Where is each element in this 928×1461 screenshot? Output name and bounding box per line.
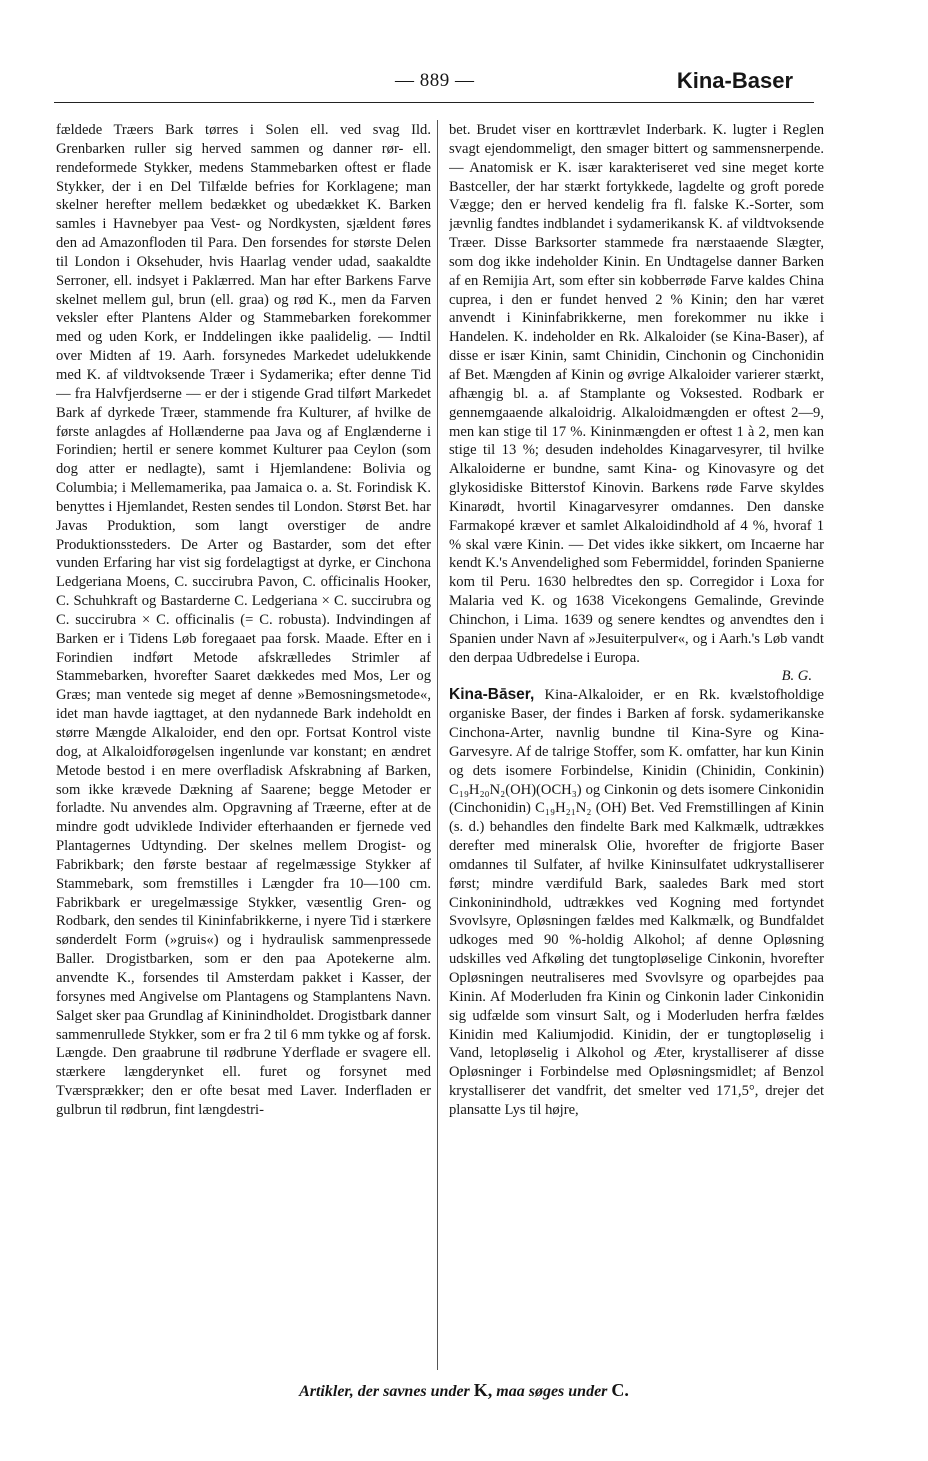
footer-text-before: Artikler, der savnes under — [299, 1383, 470, 1400]
page-header — [110, 70, 793, 98]
column-divider — [437, 120, 438, 1370]
right-column-text: bet. Brudet viser en korttrævlet Inderbark. K. lugter i Reglen svagt ejendommeligt, den smager bittert og sammensnerpende. — Anatomisk er K. især karakteriseret ved sine meget korte Bastceller, der har stærkt fortykkede, lagdelte og groft porede Vægge; den er herved kendelig fra fl. falske K.-Sorter, som jævnlig fandtes indblandet i sydamerikansk K. af vildtvoksende Træer. Disse Barksorter stammede fra nærstaaende Slægter, som dog ikke indeholder Kinin. En Undtagelse danner Barken af en Remijia Art, som efter sin kobberrøde Farve kaldes China cuprea, i den er fundet henved 2 % Kinin; den har været anvendt i Kininfabrikkerne, men forekommer nu ikke i Handelen. K. indeholder en Rk. Alkaloider (se Kina-Baser), af disse er især Kinin, samt Chinidin, Cinchonin og Cinchonidin af Bet. Mængden af Kinin og øvrige Alkaloider varierer stærkt, afhængig bl. a. af Stamplante og Voksested. Rodbark er gennemgaaende alkaloidrig. Alkaloidmængden er oftest 2—9, men kan stige til 17 %. Kininmængden er oftest 1 à 2, men kan stige til 13 %; desuden indeholdes Kinagarvesyrer, til hvilke Alkaloiderne er bundne, samt Kina- og Kinovasyre og det glykosidiske Bitterstof Kinovin. Barkens røde Farve skyldes Kinarødt, hvortil Kinagarvesyrer omdannes. Den danske Farmakopé kræver et samlet Alkaloidindhold af 4 %, hvoraf 1 % skal være Kinin. — Det vides ikke sikkert, om Incaerne har kendt K.'s Anvendelighed som Febermiddel, forinden Spanierne kom til Peru. 1630 helbredtes den sp. Corregidor i Loxa for Malaria ved K. og 1638 Vicekongens Gemalinde, Grevinde Chinchon, i Lima. 1639 og senere kendtes og anvendtes den i Spanien under Navn af »Jesuiterpulver«, og i Aarh.'s Løb vandt den derpaa Udbredelse i Europa. — [449, 122, 824, 666]
author-signature: B. G. — [781, 668, 812, 685]
page-footer — [0, 1380, 928, 1401]
entry-text: Kina-Alkaloider, er en Rk. kvælstofholdige organiske Baser, der findes i Barken af forsk. sydamerikanske Cinchona-Arter, navnlig bundne til Kina-Syre og Kina-Garvesyre. Af de talrige Stoffer, som K. omfatter, har kun Kinin og dets isomere Forbindelse, Kinidin (Chinidin, Conkinin) C₁₉H₂₀N₂(OH)(OCH₃) og Cinkonin og dets isomere Cinkonidin (Cinchonidin) C₁₉H₂₁N₂ (OH) Bet. Ved Fremstillingen af Kinin (s. d.) behandles den findelte Bark med Kalkmælk, udtrækkes derefter med mineralsk Olie, hvorefter de frigjorte Baser omdannes til Sulfater, af hvilke Kininsulfatet udkrystalliserer først; mindre værdifuld Bark, saaledes Bark med stort Cinkoninindhold, udtrækkes ved Kogning med fortyndet Svovlsyre, Opløsningen fældes med Kalkmælk, og Bundfaldet udkoges med 90 %-holdig Alkohol; af denne Opløsning udskilles ved Afkøling det tungtopløselige Cinkonin, hvorefter Opløsningen neutraliseres med Svovlsyre og oparbejdes paa Kinin. Af Moderluden fra Kinin og Cinkonin lader Cinkonidin sig udfælde som vinsurt Salt, og i Moderluden herfra fældes Kinidin med Kaliumjodid. Kinidin, der er tungtopløselig i Vand, letopløselig i Alkohol og Æter, krystalliserer af disse Opløsninger i Forbindelse med Opløsningsmidlet; af Benzol krystalliserer det vandfrit, det smelter ved 171,5°, drejer det plansatte Lys til højre, — [449, 687, 824, 1118]
header-rule — [54, 102, 814, 103]
running-head: Kina-Baser — [676, 68, 793, 93]
page-number: — 889 — — [395, 70, 475, 91]
left-column — [56, 121, 431, 1366]
footer-text-middle: maa søges under — [496, 1383, 608, 1400]
entry-title: Kina-Bāser, — [449, 686, 535, 704]
footer-letter-k: K, — [473, 1380, 493, 1400]
entry-kina-baser — [449, 686, 824, 1119]
right-column — [449, 121, 824, 1366]
left-column-text: fældede Træers Bark tørres i Solen ell. ved svag Ild. Grenbarken ruller sig herved sammen og danner rør- ell. rendeformede Stykker, medens Stammebarken oftest er flade Stykker, der i en Del Tilfælde befries for Korklagene; man skelner herefter mellem bedækket og ubedækket K. Barken samles i Havnebyer paa Vest- og Nordkysten, sjældent føres den ad Amazonfloden til Para. Den forsendes for største Delen til London i Oksehuder, hvis Haarlag vender udad, saakaldte Serroner, ell. indsyet i Paklærred. Man har efter Barkens Farve skelnet mellem gul, brun (ell. graa) og rød K., men da Farven veksler efter Plantens Alder og Stammebarken forekommer med og uden Kork, er Inddelingen ikke paalidelig. — Indtil over Midten af 19. Aarh. forsynedes Markedet udelukkende med K. af vildtvoksende Træer i Sydamerika; efter denne Tid — fra Halvfjerdserne — er der i stigende Grad tilført Markedet Bark af dyrkede Træer, stammende fra Kulturer, af hvilke de første anlagdes af Hollænderne paa Java og af Englænderne i Forindien; hertil er senere kommet Kulturer paa Ceylon (som dog atter er nedlagte), samt i Hjemlandene: Bolivia og Columbia; i Mellemamerika, paa Jamaica o. a. St. Forindisk K. benyttes i Hjemlandet, Resten sendes til London. Størst Bet. har Javas Produktion, som langt overstiger de andre Produktionssteders. De Arter og Bastarder, som det efter vunden Erfaring har vist sig fordelagtigst at dyrke, er Cinchona Ledgeriana Moens, C. succirubra Pavon, C. officinalis Hooker, C. Schuhkraft og Bastarderne C. Ledgeriana × C. succirubra og C. succirubra × C. officinalis (= C. robusta). Indvindingen af Barken er i Tidens Løb foregaaet paa forsk. Maade. Efter en i Forindien indført Metode afskrælledes Strimler af Stammebarken, hvorefter Saaret dækkedes med Mos, Ler og Græs; man ventede sig meget af denne »Bemosningsmetode«, idet man havde iagttaget, at den nydannede Bark indeholdt en større Mængde Alkaloider, end den opr. Fortsat Kontrol viste dog, at Alkaloidforøgelsen ingenlunde var konstant; en ændret Metode bestod i en mere overfladisk Afskrabning af Barken, som ikke krævede Dækning af Saarene; begge Metoder er forladte. Nu anvendes alm. Opgravning af Træerne, efter at de mindre godt udviklede Individer efterhaanden er fjernede ved Plantagernes Udtynding. Der skelnes mellem Drogist- og Fabrikbark; den første bestaar af regelmæssige Stykker af Stammebark, som fremstilles i Længder fra 10—100 cm. Fabrikbark er uregelmæssige Stykker, væsentlig Gren- og Rodbark, den sendes til Kininfabrikkerne, i nyere Tid i stærkere sønderdelt Form (»gruis«) og i hydraulisk sammenpressede Baller. Drogistbarken, som er den paa Apotekerne alm. anvendte K., forsendes til Amsterdam pakket i Kasser, der forsynes med Angivelse om Plantagens og Stamplantens Navn. Salget sker paa Grundlag af Kininindholdet. Drogistbark danner sammenrullede Stykker, som er fra 2 til 6 mm tykke og af forsk. Længde. Den graabrune til rødbrune Yderflade er svagere ell. stærkere længderynket ell. furet og forsynet med Tværsprækker; den er ofte besat med Laver. Inderfladen er gulbrun til rødbrun, fint længdestri- — [56, 122, 431, 1118]
footer-letter-c: C. — [611, 1380, 629, 1400]
